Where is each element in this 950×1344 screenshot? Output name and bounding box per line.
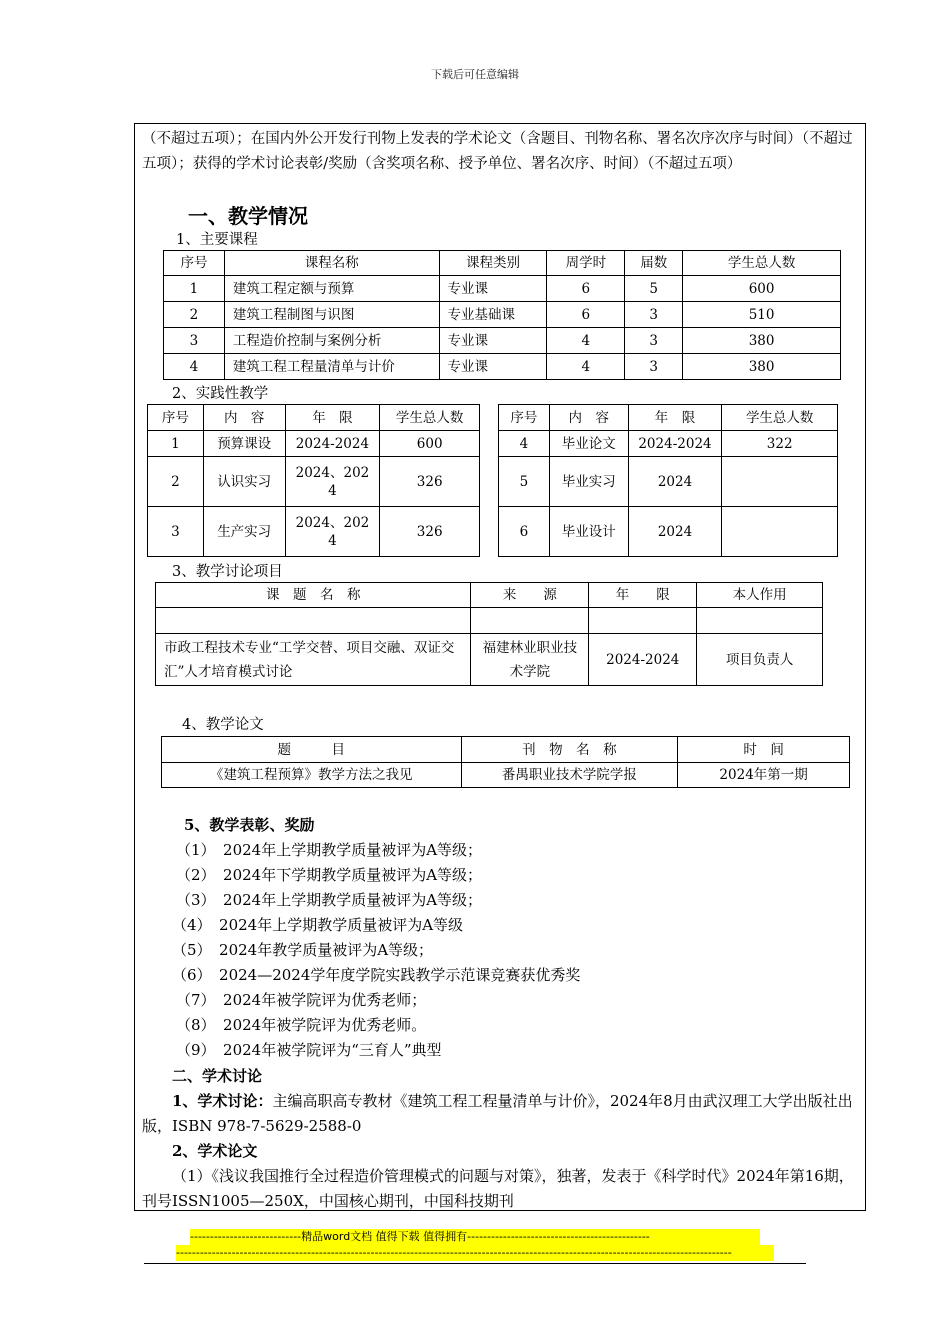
table-cell: 322 [722, 431, 838, 457]
table-cell: 2024、2024 [285, 507, 380, 557]
section1-title: 一、教学情况 [188, 204, 308, 228]
table-row [164, 276, 841, 302]
papers-title: 4、教学论文 [182, 717, 264, 733]
list-item: （6） 2024—2024学年度学院实践教学示范课竞赛获优秀奖 [172, 966, 581, 984]
papers-table [161, 736, 850, 788]
col-header: 届数 [625, 251, 683, 276]
col-header: 周学时 [547, 251, 625, 276]
table-cell: 600 [380, 431, 480, 457]
table-cell: 380 [683, 328, 841, 354]
col-header: 学生总人数 [683, 251, 841, 276]
table-cell: 《建筑工程预算》教学方法之我见 [162, 763, 462, 788]
table-cell: 建筑工程工程量清单与计价 [224, 354, 439, 380]
col-header: 年 限 [589, 583, 697, 608]
table-cell [722, 507, 838, 557]
table-cell: 2024-2024 [628, 431, 722, 457]
table-cell [156, 608, 471, 634]
table-cell [722, 457, 838, 507]
section2-item1 [142, 1089, 858, 1139]
table-row [499, 431, 838, 457]
col-header: 课 题 名 称 [156, 583, 471, 608]
col-header: 年 限 [285, 405, 380, 431]
table-row [164, 354, 841, 380]
table-cell: 专业基础课 [439, 302, 547, 328]
table-cell: 工程造价控制与案例分析 [224, 328, 439, 354]
table-cell: 2024-2024 [589, 634, 697, 686]
table-cell: 4 [547, 328, 625, 354]
col-header: 序号 [148, 405, 204, 431]
list-item: （3） 2024年上学期教学质量被评为A等级； [176, 891, 483, 909]
practice-title: 2、实践性教学 [172, 386, 269, 402]
table-cell: 510 [683, 302, 841, 328]
awards-section [172, 813, 581, 1063]
table-row [148, 507, 480, 557]
col-header: 课程名称 [224, 251, 439, 276]
list-item: （5） 2024年教学质量被评为A等级； [172, 941, 434, 959]
table-cell: 2024-2024 [285, 431, 380, 457]
courses-title: 1、主要课程 [176, 232, 258, 248]
table-cell: 建筑工程定额与预算 [224, 276, 439, 302]
footer-banner: ----------------------------精品word文档 值得下载 值得拥有---------------------------------------------- [190, 1229, 760, 1245]
courses-table [163, 250, 841, 380]
table-cell: 1 [164, 276, 225, 302]
list-item: （9） 2024年被学院评为“三育人”典型 [176, 1041, 442, 1059]
table-row [156, 608, 823, 634]
table-cell: 毕业设计 [549, 507, 628, 557]
table-cell: 6 [547, 276, 625, 302]
table-row [162, 763, 850, 788]
practice-table-left [147, 404, 480, 557]
col-header: 课程类别 [439, 251, 547, 276]
table-cell: 4 [547, 354, 625, 380]
courses-header-row [164, 251, 841, 276]
projects-title: 3、教学讨论项目 [172, 564, 283, 580]
list-item: （4） 2024年上学期教学质量被评为A等级 [172, 916, 464, 934]
section2 [142, 1064, 858, 1214]
table-cell: 2024、2024 [285, 457, 380, 507]
col-header: 本人作用 [697, 583, 823, 608]
col-header: 内 容 [203, 405, 285, 431]
table-cell: 2024 [628, 507, 722, 557]
table-cell: 专业课 [439, 354, 547, 380]
table-cell: 3 [164, 328, 225, 354]
section2-title: 二、学术讨论 [172, 1067, 263, 1085]
header-note: 下载后可任意编辑 [431, 68, 519, 81]
table-cell: 1 [148, 431, 204, 457]
col-header: 内 容 [549, 405, 628, 431]
table-cell [589, 608, 697, 634]
col-header: 刊 物 名 称 [461, 737, 678, 763]
table-cell: 5 [499, 457, 550, 507]
table-row [156, 634, 823, 686]
col-header: 学生总人数 [380, 405, 480, 431]
table-cell: 5 [625, 276, 683, 302]
col-header: 来 源 [471, 583, 589, 608]
table-cell: 专业课 [439, 328, 547, 354]
table-cell: 建筑工程制图与识图 [224, 302, 439, 328]
col-header: 序号 [499, 405, 550, 431]
table-cell: 项目负责人 [697, 634, 823, 686]
section2-item2-text: （1）《浅议我国推行全过程造价管理模式的问题与对策》，独著，发表于《科学时代》2024年第16期，刊号ISSN1005—250X，中国核心期刊，中国科技期刊 [142, 1167, 854, 1210]
col-header: 序号 [164, 251, 225, 276]
table-cell: 毕业论文 [549, 431, 628, 457]
list-item: （8） 2024年被学院评为优秀老师。 [176, 1016, 427, 1034]
list-item: （1） 2024年上学期教学质量被评为A等级； [176, 841, 483, 859]
projects-table [155, 582, 823, 686]
awards-title: 5、教学表彰、奖励 [184, 816, 315, 834]
table-cell: 4 [164, 354, 225, 380]
footer-dashes: -------------------------------------------------------------------------------------------------------------------------------------------- [176, 1245, 774, 1261]
footer-rule [144, 1263, 806, 1264]
table-cell: 600 [683, 276, 841, 302]
item1-text: 主编高职高专教材《建筑工程工程量清单与计价》，2024年8月由武汉理工大学出版社出版，ISBN 978-7-5629-2588-0 [142, 1092, 853, 1135]
table-cell: 福建林业职业技术学院 [471, 634, 589, 686]
table-cell: 4 [499, 431, 550, 457]
table-row [164, 328, 841, 354]
table-cell: 3 [625, 328, 683, 354]
table-cell: 番禺职业技术学院学报 [461, 763, 678, 788]
practice-table-right [498, 404, 838, 557]
table-row [148, 457, 480, 507]
table-cell: 认识实习 [203, 457, 285, 507]
table-row [499, 507, 838, 557]
table-cell: 2 [148, 457, 204, 507]
table-cell: 生产实习 [203, 507, 285, 557]
table-cell: 2 [164, 302, 225, 328]
table-cell [471, 608, 589, 634]
table-cell: 市政工程技术专业“工学交替、项目交融、双证交汇”人才培育模式讨论 [156, 634, 471, 686]
col-header: 学生总人数 [722, 405, 838, 431]
list-item: （2） 2024年下学期教学质量被评为A等级； [176, 866, 483, 884]
col-header: 年 限 [628, 405, 722, 431]
table-cell: 380 [683, 354, 841, 380]
table-cell: 326 [380, 507, 480, 557]
table-cell: 3 [625, 354, 683, 380]
table-cell: 326 [380, 457, 480, 507]
table-cell: 2024 [628, 457, 722, 507]
table-row [164, 302, 841, 328]
table-row [499, 457, 838, 507]
table-row [148, 431, 480, 457]
list-item: （7） 2024年被学院评为优秀老师； [176, 991, 427, 1009]
intro-text: （不超过五项）；在国内外公开发行刊物上发表的学术论文（含题目、刊物名称、署名次序次序与时间）（不超过五项）；获得的学术讨论表彰/奖励（含奖项名称、授予单位、署名次序、时间）（不超过五项） [142, 131, 853, 172]
table-cell: 2024年第一期 [678, 763, 850, 788]
table-cell: 预算课设 [203, 431, 285, 457]
section2-item2-label: 2、学术论文 [172, 1142, 258, 1160]
table-cell: 6 [499, 507, 550, 557]
table-cell: 毕业实习 [549, 457, 628, 507]
item1-label: 1、学术讨论： [172, 1092, 273, 1110]
table-cell: 3 [148, 507, 204, 557]
table-cell: 6 [547, 302, 625, 328]
col-header: 时 间 [678, 737, 850, 763]
table-cell [697, 608, 823, 634]
table-cell: 专业课 [439, 276, 547, 302]
col-header: 题 目 [162, 737, 462, 763]
table-cell: 3 [625, 302, 683, 328]
